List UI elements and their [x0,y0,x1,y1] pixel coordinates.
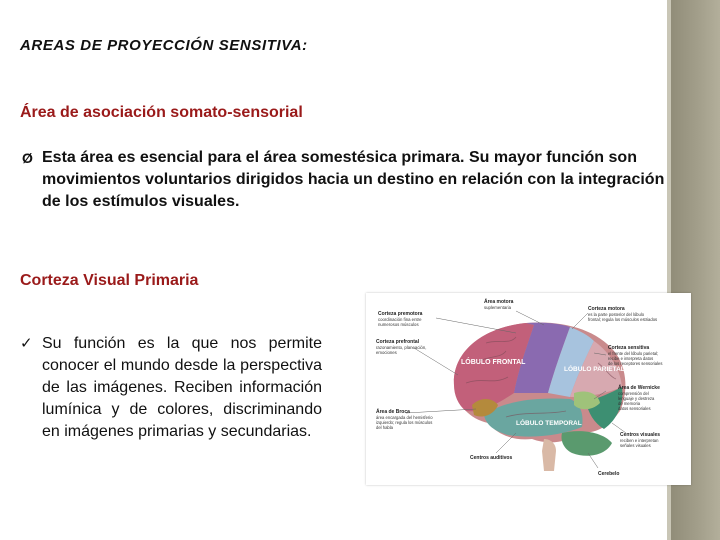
prefrontal-desc-2: emociones [376,350,397,355]
motor-cortex-desc-2: frontal; regula los músculos estriados [588,317,658,322]
brain-illustration [366,293,691,485]
prefrontal-title: Corteza prefrontal [376,339,420,345]
broca-title: Área de Broca [376,409,410,415]
motor-cortex-title: Corteza motora [588,306,625,312]
supplementary-motor-title: Área motora [484,299,514,305]
slide-title: AREAS DE PROYECCIÓN SENSITIVA: [20,37,308,54]
broca-desc-2: izquierdo; regula los músculos [376,420,433,425]
sensory-cortex-desc-2: recibe e interpreta datos [608,356,654,361]
section-heading-association: Área de asociación somato-sensorial [20,104,303,121]
check-paragraph [20,333,322,443]
supplementary-motor-desc: suplementaria [484,305,511,310]
frontal-lobe-label: LÓBULO FRONTAL [461,359,526,366]
auditory-centers-label: Centros auditivos [470,455,513,461]
sensory-cortex-desc-3: de los receptores sensoriales [608,361,663,366]
premotor-desc-2: numerosos músculos [378,322,419,327]
sensory-cortex-desc-1: el frente del lóbulo parietal; [608,351,659,356]
sensory-cortex-title: Corteza sensitiva [608,345,650,351]
visual-centers-title: Centros visuales [620,432,661,438]
premotor-desc-1: coordinación fina entre [378,317,422,322]
cerebellum-label: Cerebelo [598,471,620,477]
broca-desc-1: área encargada del hemisferio [376,415,433,420]
wernicke-desc-4: datos sensoriales [618,406,651,411]
prefrontal-desc-1: razonamiento, planeación, [376,345,427,350]
parietal-lobe-label: LÓBULO PARIETAL [564,366,625,373]
visual-centers-desc-2: señales visuales [620,443,651,448]
brain-diagram-image [366,293,691,485]
bullet-text: Esta área es esencial para el área somestésica primara. Su mayor función son movimientos voluntarios dirigidos hacia un destino en relación con la integración de los estímulos visuales. [42,149,665,210]
premotor-title: Corteza premotora [378,311,423,317]
arrow-bullet-icon: Ø [22,150,33,166]
wernicke-desc-2: lenguaje y destreza [618,396,655,401]
wernicke-desc-1: comprensión del [618,391,649,396]
check-text: Su función es la que nos permite conocer el mundo desde la perspectiva de las imágenes. Reciben información lumínica y de colores, discriminando en imágenes primarias y secundarias. [42,335,322,440]
broca-desc-3: del habla [376,425,393,430]
visual-centers-desc-1: reciben e interpretan [620,438,659,443]
wernicke-title: Área de Wernicke [618,385,660,391]
section-heading-visual-cortex: Corteza Visual Primaria [20,272,199,289]
wernicke-desc-3: de memoria [618,401,641,406]
check-bullet-icon: ✓ [20,335,33,352]
temporal-lobe-label: LÓBULO TEMPORAL [516,420,582,427]
motor-cortex-desc-1: es la parte posterior del lóbulo [588,312,645,317]
bullet-paragraph [20,147,680,213]
